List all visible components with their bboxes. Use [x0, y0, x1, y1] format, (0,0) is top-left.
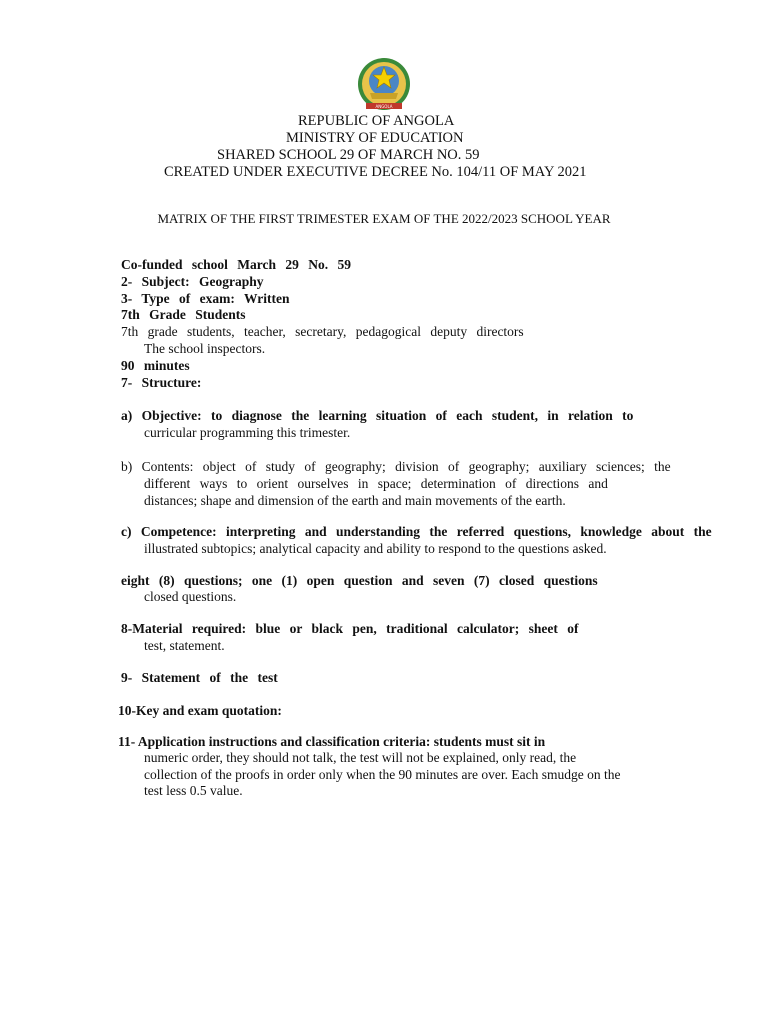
objective-line-2: curricular programming this trimester.	[144, 425, 351, 440]
material-line-2: test, statement.	[144, 638, 225, 653]
application-line-1: 11- Application instructions and classification criteria: students must sit in	[118, 734, 546, 749]
application-line-3: collection of the proofs in order only when the 90 minutes are over. Each smudge on the	[144, 767, 621, 782]
emblem-label: ANGOLA	[375, 104, 393, 109]
target-line: 7th Grade Students	[121, 307, 246, 322]
school-line: Co-funded school March 29 No. 59	[121, 257, 352, 272]
competence-line-2: illustrated subtopics; analytical capacity and ability to respond to the questions asked.	[144, 541, 607, 556]
statement-line: 9- Statement of the test	[121, 670, 278, 685]
subject-line: 2- Subject: Geography	[121, 274, 264, 289]
header-line-decree: CREATED UNDER EXECUTIVE DECREE No. 104/11 OF MAY 2021	[164, 164, 587, 180]
structure-line: 7- Structure:	[121, 375, 202, 390]
application-line-4: test less 0.5 value.	[144, 783, 243, 798]
competence-line-1: c) Competence: interpreting and understanding the referred questions, knowledge about the	[121, 524, 712, 539]
key-line: 10-Key and exam quotation:	[118, 703, 282, 718]
audience-line-2: The school inspectors.	[144, 341, 266, 356]
objective-line-1: a) Objective: to diagnose the learning situation of each student, in relation to	[121, 408, 634, 423]
questions-line-2: closed questions.	[144, 589, 237, 604]
audience-line-1: 7th grade students, teacher, secretary, pedagogical deputy directors	[121, 324, 524, 339]
contents-line-1: b) Contents: object of study of geography; division of geography; auxiliary sciences; the	[121, 459, 671, 474]
header-line-ministry: MINISTRY OF EDUCATION	[286, 130, 464, 146]
duration-line: 90 minutes	[121, 358, 190, 373]
contents-line-3: distances; shape and dimension of the earth and main movements of the earth.	[144, 493, 566, 508]
exam-type-line: 3- Type of exam: Written	[121, 291, 290, 306]
material-line-1: 8-Material required: blue or black pen, traditional calculator; sheet of	[121, 621, 579, 636]
angola-emblem	[356, 57, 412, 113]
application-line-2: numeric order, they should not talk, the test will not be explained, only read, the	[144, 750, 577, 765]
document-title: MATRIX OF THE FIRST TRIMESTER EXAM OF THE 2022/2023 SCHOOL YEAR	[157, 211, 611, 226]
contents-line-2: different ways to orient ourselves in space; determination of directions and	[144, 476, 608, 491]
header-line-school: SHARED SCHOOL 29 OF MARCH NO. 59	[217, 147, 480, 163]
header-line-republic: REPUBLIC OF ANGOLA	[298, 113, 455, 129]
questions-line-1: eight (8) questions; one (1) open question and seven (7) closed questions	[121, 573, 598, 588]
